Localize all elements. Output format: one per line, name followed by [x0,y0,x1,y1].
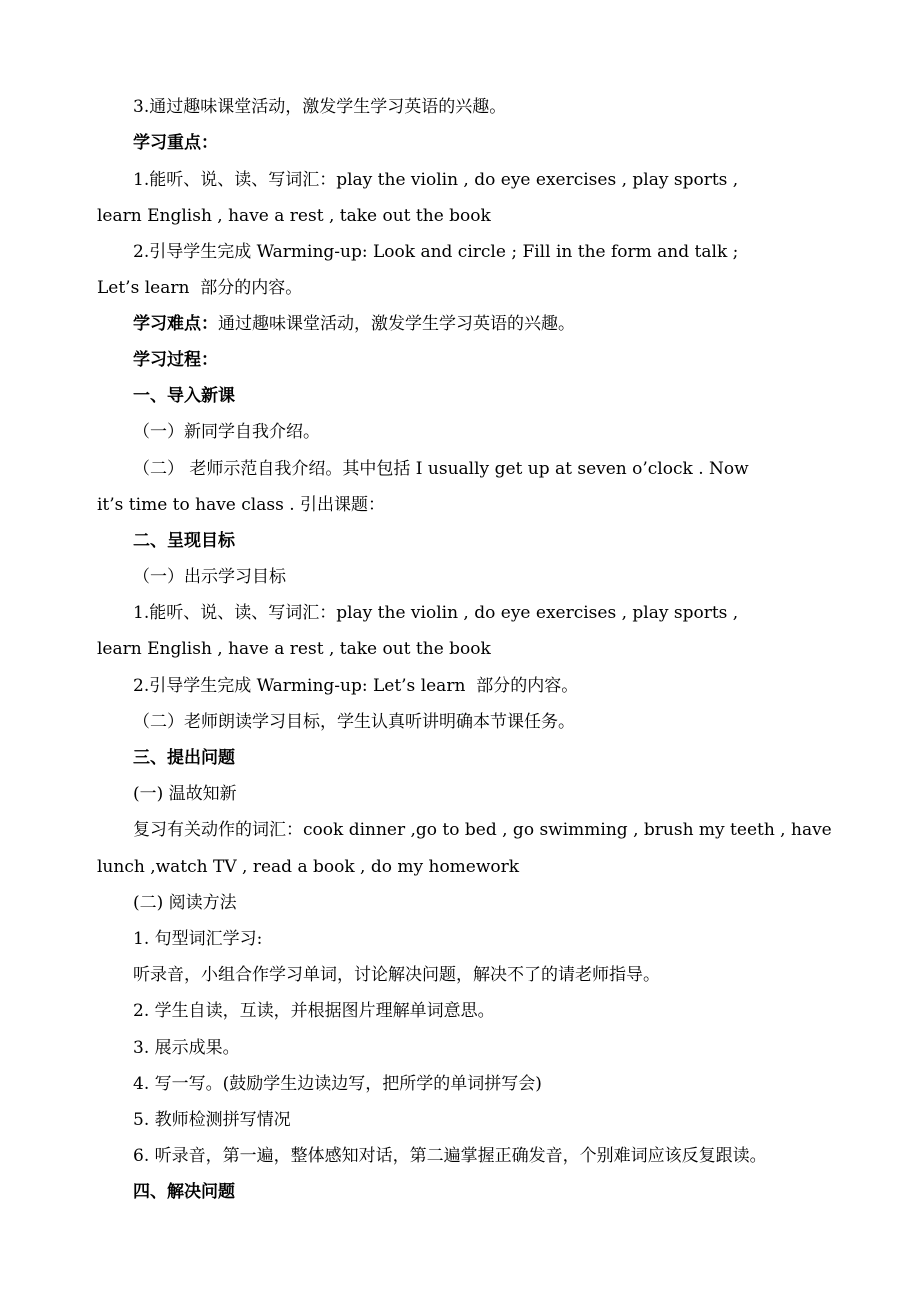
section-heading: 一、导入新课 [133,386,235,406]
section-heading: 学习重点： [133,133,218,153]
text-line: 1.能听、说、读、写词汇：play the violin , do eye exercises , play sports , [133,170,739,190]
section-heading: 二、呈现目标 [133,531,235,551]
text-line: 6. 听录音，第一遍，整体感知对话，第二遍掌握正确发音，个别难词应该反复跟读。 [133,1146,767,1166]
text-line: （一）新同学自我介绍。 [133,422,320,442]
text-line: learn English , have a rest , take out the book [97,206,491,226]
text-line: 1. 句型词汇学习: [133,929,263,949]
text-line: 5. 教师检测拼写情况 [133,1110,291,1130]
text-line: （二）老师朗读学习目标，学生认真听讲明确本节课任务。 [133,712,575,732]
text-line: 1.能听、说、读、写词汇：play the violin , do eye exercises , play sports , [133,603,739,623]
text-line: 2. 学生自读，互读，并根据图片理解单词意思。 [133,1001,495,1021]
text-line: (二) 阅读方法 [133,893,237,913]
section-heading: 三、提出问题 [133,748,235,768]
text-line: 听录音，小组合作学习单词，讨论解决问题，解决不了的请老师指导。 [133,965,660,985]
text-line: 3. 展示成果。 [133,1038,240,1058]
text-line: learn English , have a rest , take out the book [97,639,491,659]
text-line: (一) 温故知新 [133,784,237,804]
text-line: 2.引导学生完成 Warming-up: Look and circle ; Fill in the form and talk ; [133,242,739,262]
text-line: 复习有关动作的词汇：cook dinner ,go to bed , go swimming , brush my teeth , have [133,820,832,840]
section-heading: 学习过程： [133,350,218,370]
text-line: Let’s learn 部分的内容。 [97,278,303,298]
text-line [133,312,575,336]
section-label-text: 通过趣味课堂活动，激发学生学习英语的兴趣。 [218,314,575,334]
text-line: 3.通过趣味课堂活动，激发学生学习英语的兴趣。 [133,97,507,117]
text-line: lunch ,watch TV , read a book , do my homework [97,857,520,877]
text-line: 4. 写一写。(鼓励学生边读边写，把所学的单词拼写会) [133,1074,542,1094]
text-line: （一）出示学习目标 [133,567,286,587]
section-label: 学习难点： [133,314,218,334]
text-line: （二） 老师示范自我介绍。其中包括 I usually get up at seven o’clock . Now [133,459,749,479]
section-heading: 四、解决问题 [133,1182,235,1202]
text-line: it’s time to have class . 引出课题： [97,495,386,515]
text-line: 2.引导学生完成 Warming-up: Let’s learn 部分的内容。 [133,676,579,696]
